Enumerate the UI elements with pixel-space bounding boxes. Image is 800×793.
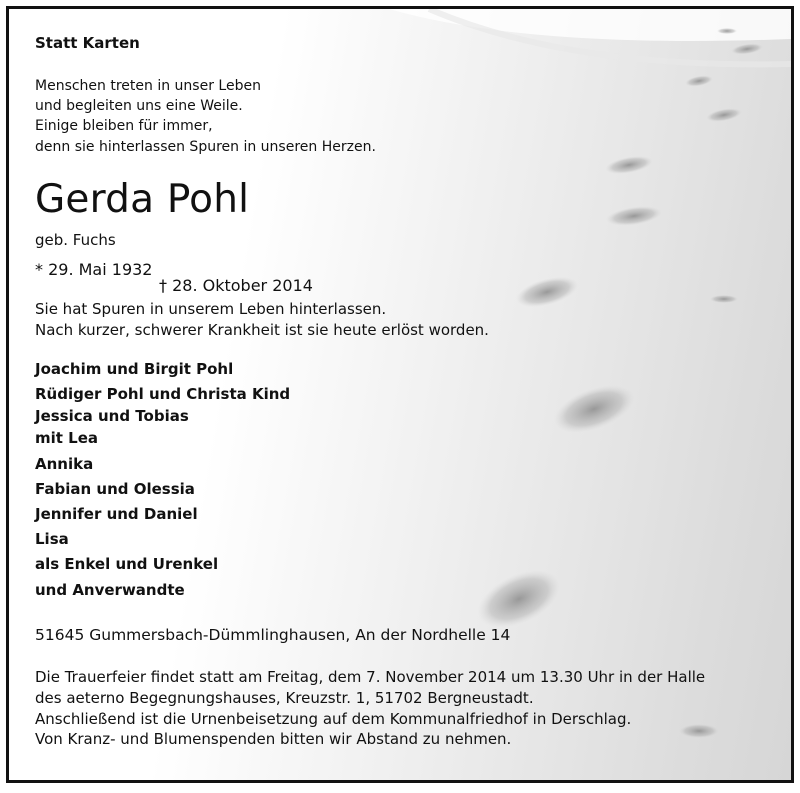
notice-header: Statt Karten [35, 34, 140, 52]
mourners-list [35, 357, 290, 603]
mourner: Fabian und Olessia [35, 479, 195, 498]
poem-line: denn sie hinterlassen Spuren in unseren Herzen. [35, 138, 376, 155]
mourner: Lisa [35, 530, 69, 549]
mourner: Jennifer und Daniel [35, 505, 198, 524]
mourner: Jessica und Tobias [35, 407, 189, 426]
deceased-name: Gerda Pohl [35, 177, 250, 222]
poem-line: und begleiten uns eine Weile. [35, 98, 243, 115]
tribute-line: Sie hat Spuren in unserem Leben hinterlassen. [35, 300, 387, 318]
tribute-line: Nach kurzer, schwerer Krankheit ist sie heute erlöst worden. [35, 320, 489, 339]
service-line: Von Kranz- und Blumenspenden bitten wir Abstand zu nehmen. [35, 730, 512, 749]
mourner: Joachim und Birgit Pohl [35, 360, 234, 378]
poem [35, 76, 376, 157]
service-line: des aeterno Begegnungshauses, Kreuzstr. 1, 51702 Bergneustadt. [35, 688, 534, 707]
service-details [35, 667, 705, 750]
obituary-notice [6, 6, 794, 783]
service-line: Die Trauerfeier findet statt am Freitag, dem 7. November 2014 um 13.30 Uhr in der Halle [35, 668, 706, 686]
poem-line: Menschen treten in unser Leben [35, 78, 261, 94]
mourner: mit Lea [35, 429, 99, 448]
poem-line: Einige bleiben für immer, [35, 118, 213, 135]
birth-date: * 29. Mai 1932 [35, 260, 153, 279]
address: 51645 Gummersbach-Dümmlinghausen, An der Nordhelle 14 [35, 626, 511, 644]
mourner: Annika [35, 454, 94, 473]
footprints [469, 28, 764, 738]
mourner: als Enkel und Urenkel [35, 555, 219, 574]
mourner: und Anverwandte [35, 580, 185, 599]
tribute [35, 299, 489, 340]
mourner: Rüdiger Pohl und Christa Kind [35, 385, 291, 404]
service-line: Anschließend ist die Urnenbeisetzung auf dem Kommunalfriedhof in Derschlag. [35, 709, 632, 728]
birth-name: geb. Fuchs [35, 231, 116, 249]
death-date: † 28. Oktober 2014 [159, 276, 313, 295]
